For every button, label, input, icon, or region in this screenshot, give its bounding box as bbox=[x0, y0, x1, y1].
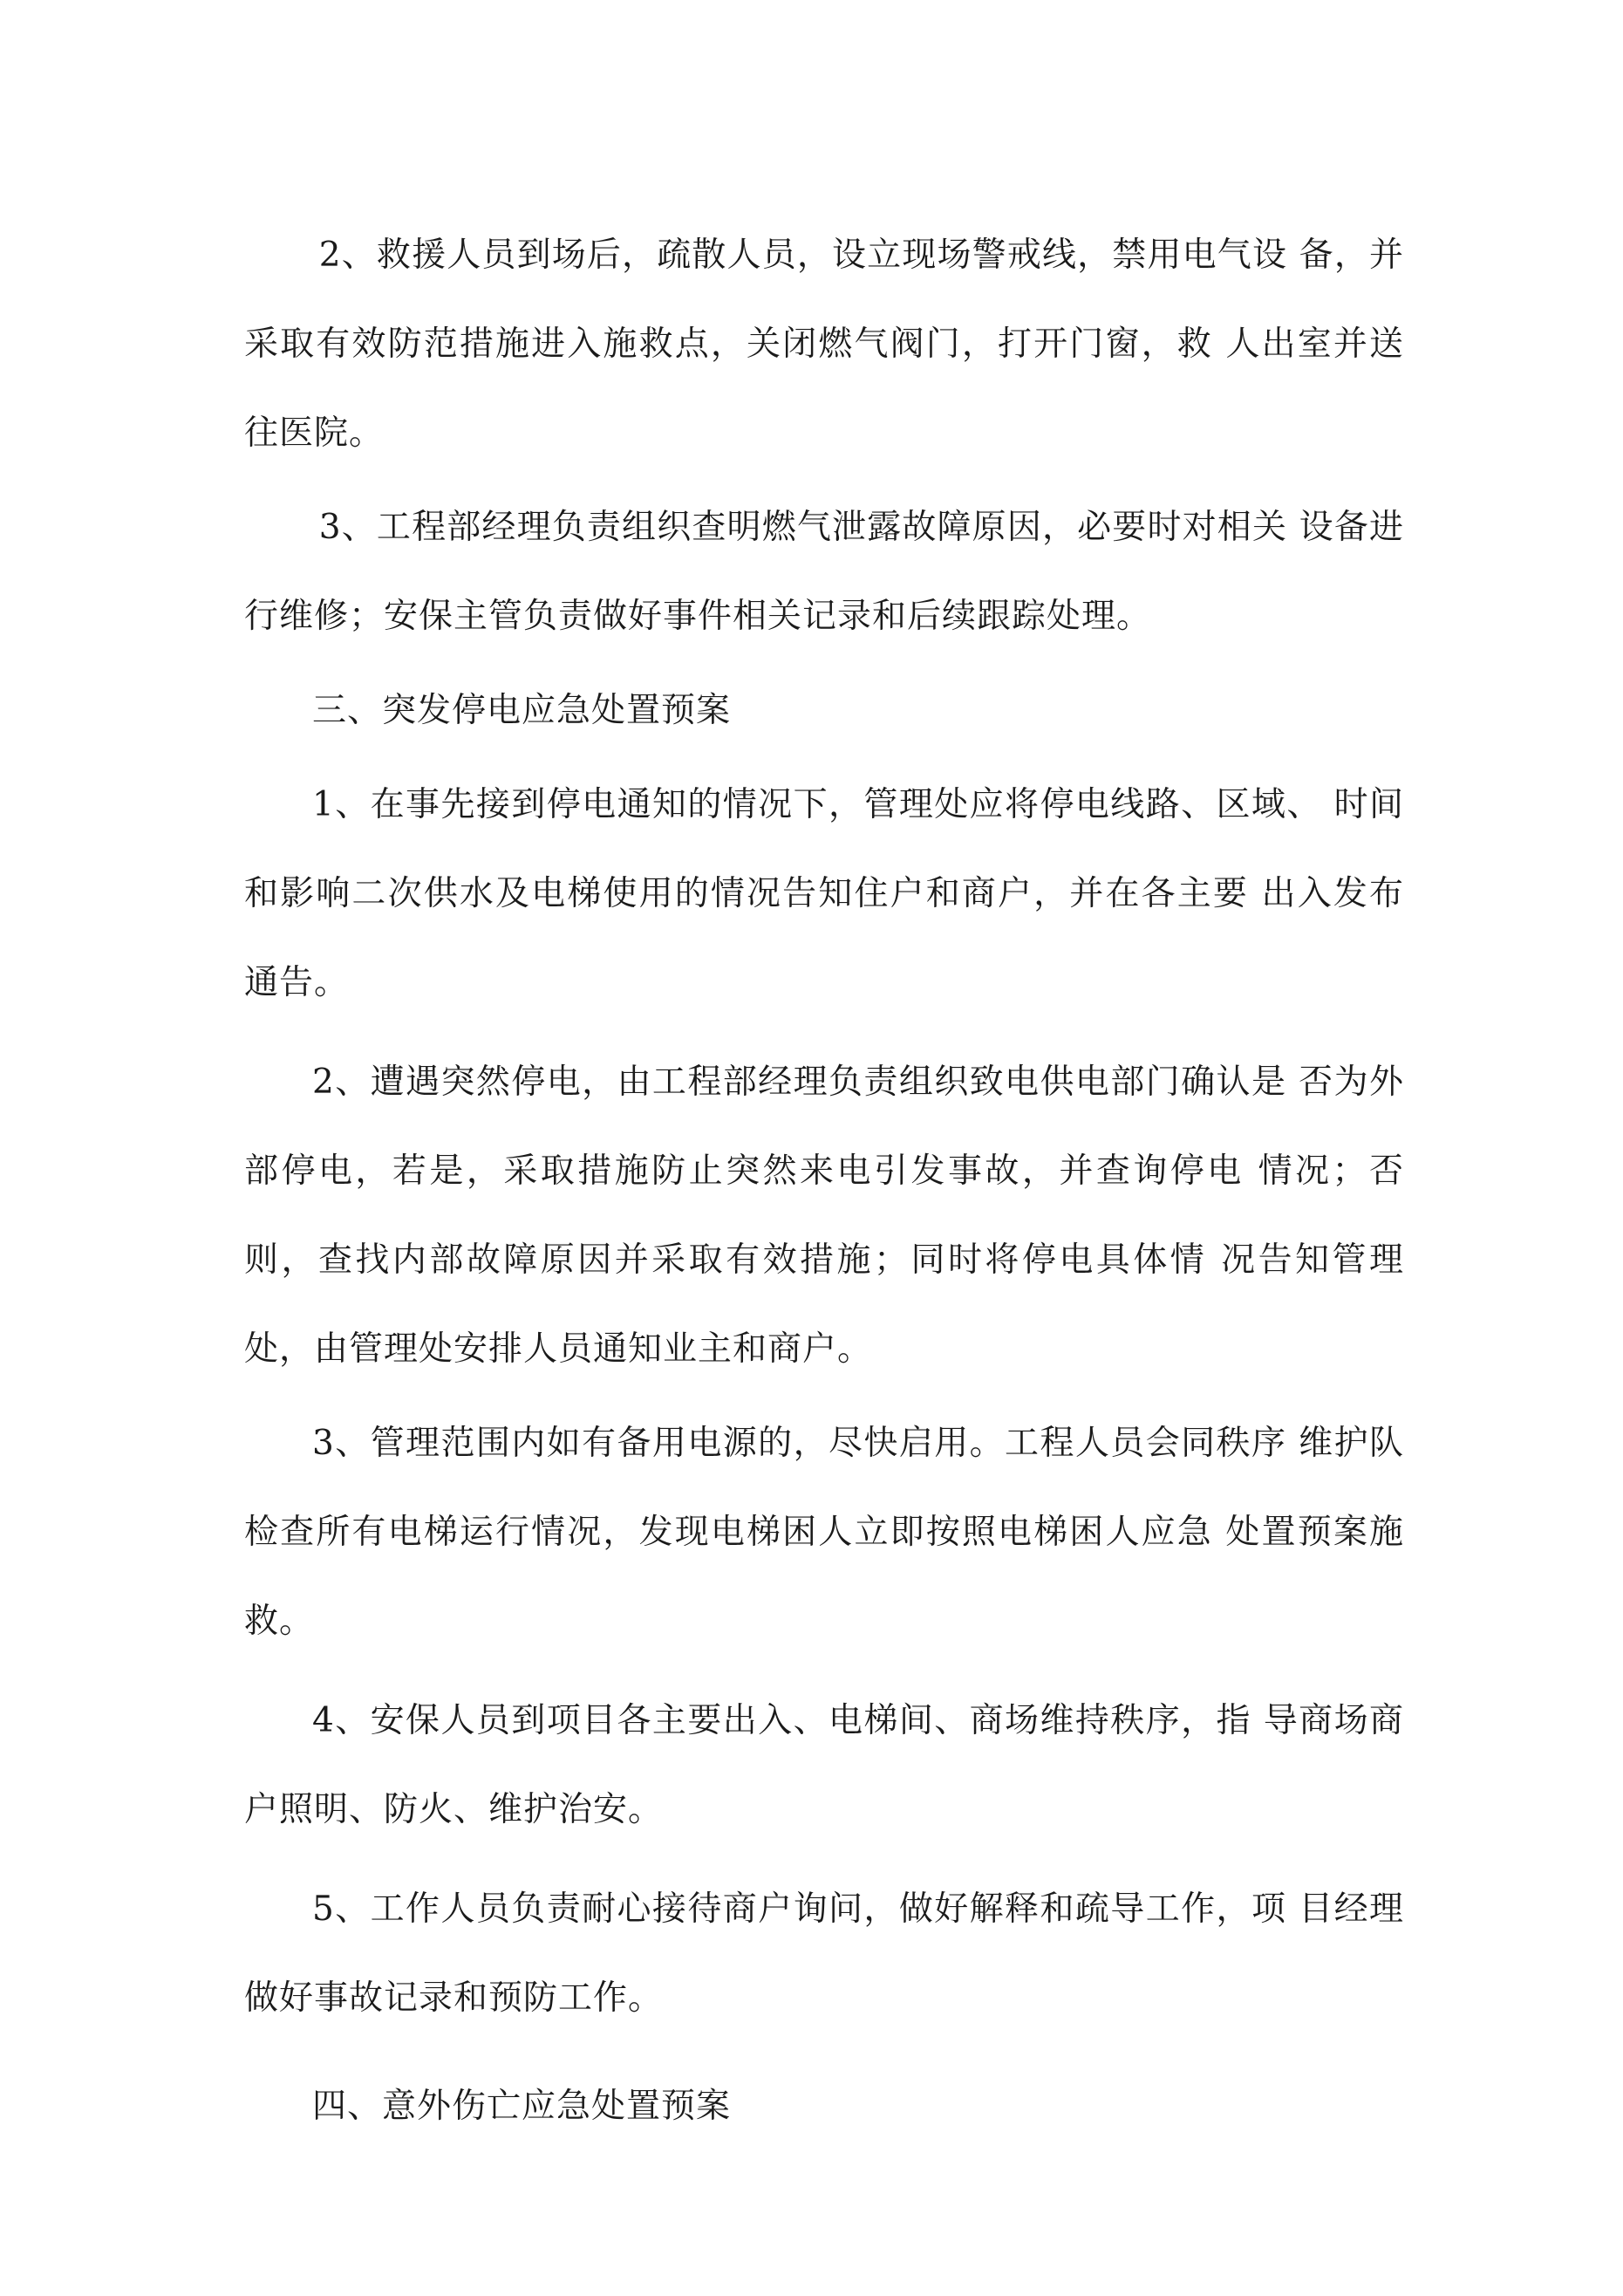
paragraph-security-order: 4、安保人员到项目各主要出入、电梯间、商场维持秩序，指 导商场商户照明、防火、维护治安。 bbox=[244, 1701, 1404, 1829]
paragraph-rescue-arrival: 2、救援人员到场后，疏散人员，设立现场警戒线，禁用电气设 备，并采取有效防范措施进入施救点，关闭燃气阀门，打开门窗，救 人出室并送往医院。 bbox=[244, 236, 1404, 453]
document-body bbox=[244, 211, 1404, 2151]
paragraph-sudden-outage: 2、遭遇突然停电，由工程部经理负责组织致电供电部门确认是 否为外部停电，若是，采取措施防止突然来电引发事故，并查询停电 情况；否则，查找内部故障原因并采取有效措施；同时将停电具体情 况告知管理处，由管理处安排人员通知业主和商户。 bbox=[244, 1063, 1404, 1369]
section-heading-accident: 四、意外伤亡应急处置预案 bbox=[312, 2087, 732, 2126]
paragraph-backup-power: 3、管理范围内如有备用电源的，尽快启用。工程人员会同秩序 维护队检查所有电梯运行情况，发现电梯困人立即按照电梯困人应急 处置预案施救。 bbox=[244, 1424, 1404, 1641]
paragraph-gas-leak-repair: 3、工程部经理负责组织查明燃气泄露故障原因，必要时对相关 设备进行维修；安保主管负责做好事件相关记录和后续跟踪处理。 bbox=[244, 508, 1404, 636]
paragraph-staff-reception: 5、工作人员负责耐心接待商户询问，做好解释和疏导工作，项 目经理做好事故记录和预防工作。 bbox=[244, 1889, 1404, 2018]
section-heading-power-outage: 三、突发停电应急处置预案 bbox=[312, 691, 732, 730]
paragraph-outage-notice: 1、在事先接到停电通知的情况下，管理处应将停电线路、区域、 时间和影响二次供水及电梯使用的情况告知住户和商户，并在各主要 出入发布通告。 bbox=[244, 785, 1404, 1002]
